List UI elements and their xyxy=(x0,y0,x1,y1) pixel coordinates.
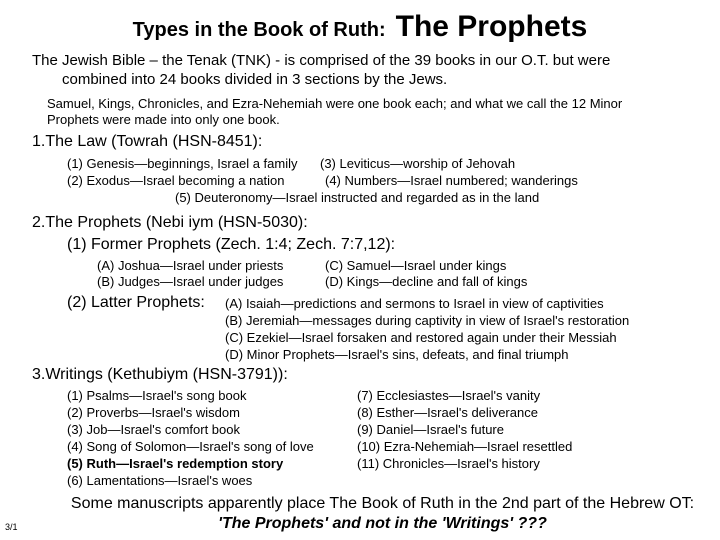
writings-item: (8) Esther—Israel's deliverance xyxy=(357,405,538,420)
former-prophets-heading: (1) Former Prophets (Zech. 1:4; Zech. 7:7,12): xyxy=(67,236,396,253)
law-item: (4) Numbers—Israel numbered; wanderings xyxy=(325,173,578,188)
writings-item: (11) Chronicles—Israel's history xyxy=(357,456,540,471)
slide-title xyxy=(0,10,720,44)
title-main: The Prophets xyxy=(395,10,588,43)
footer-note xyxy=(55,494,710,534)
prophets-heading: 2.The Prophets (Nebi iym (HSN-5030): xyxy=(32,214,308,231)
writings-item: (7) Ecclesiastes—Israel's vanity xyxy=(357,388,541,403)
writings-left-column xyxy=(67,387,314,489)
law-heading: 1.The Law (Towrah (HSN-8451): xyxy=(32,133,263,150)
law-item: (2) Exodus—Israel becoming a nation xyxy=(67,173,285,188)
writings-item: (6) Lamentations—Israel's woes xyxy=(67,473,253,488)
writings-item: (10) Ezra-Nehemiah—Israel resettled xyxy=(357,439,573,454)
footer-note-line-1: Some manuscripts apparently place The Book of Ruth in the 2nd part of the Hebrew OT: xyxy=(70,495,695,512)
latter-prophets-heading: (2) Latter Prophets: xyxy=(67,294,205,311)
writings-right-column xyxy=(357,387,572,472)
writings-item: (1) Psalms—Israel's song book xyxy=(67,388,247,403)
intro-sub-2: Prophets were made into only one book. xyxy=(47,112,280,127)
intro-sub-1: Samuel, Kings, Chronicles, and Ezra-Nehemiah were one book each; and what we call the 12 Minor xyxy=(47,96,623,111)
title-prefix: Types in the Book of Ruth: xyxy=(132,19,386,41)
latter-prophets-item: (A) Isaiah—predictions and sermons to Israel in view of captivities xyxy=(225,296,604,311)
law-item: (3) Leviticus—worship of Jehovah xyxy=(320,156,516,171)
former-prophets-item: (D) Kings—decline and fall of kings xyxy=(325,274,528,289)
writings-item: (9) Daniel—Israel's future xyxy=(357,422,504,437)
writings-item-ruth: (5) Ruth—Israel's redemption story xyxy=(67,456,284,471)
former-prophets-item: (C) Samuel—Israel under kings xyxy=(325,258,507,273)
law-item: (5) Deuteronomy—Israel instructed and regarded as in the land xyxy=(175,190,540,205)
writings-item: (3) Job—Israel's comfort book xyxy=(67,422,240,437)
former-prophets-item: (B) Judges—Israel under judges xyxy=(97,274,284,289)
writings-item: (4) Song of Solomon—Israel's song of love xyxy=(67,439,314,454)
law-item: (1) Genesis—beginnings, Israel a family xyxy=(67,156,298,171)
footer-note-line-2: 'The Prophets' and not in the 'Writings' ??? xyxy=(218,515,547,532)
latter-prophets-item: (D) Minor Prophets—Israel's sins, defeats, and final triumph xyxy=(225,347,569,362)
intro-line-2: combined into 24 books divided in 3 sections by the Jews. xyxy=(62,71,448,88)
latter-prophets-item: (B) Jeremiah—messages during captivity in view of Israel's restoration xyxy=(225,313,630,328)
intro-line-1: The Jewish Bible – the Tenak (TNK) - is comprised of the 39 books in our O.T. but were xyxy=(32,52,611,69)
writings-heading: 3.Writings (Kethubiym (HSN-3791)): xyxy=(32,366,288,383)
former-prophets-item: (A) Joshua—Israel under priests xyxy=(97,258,284,273)
slide-number: 3/1 xyxy=(5,522,18,532)
writings-item: (2) Proverbs—Israel's wisdom xyxy=(67,405,240,420)
latter-prophets-item: (C) Ezekiel—Israel forsaken and restored again under their Messiah xyxy=(225,330,617,345)
